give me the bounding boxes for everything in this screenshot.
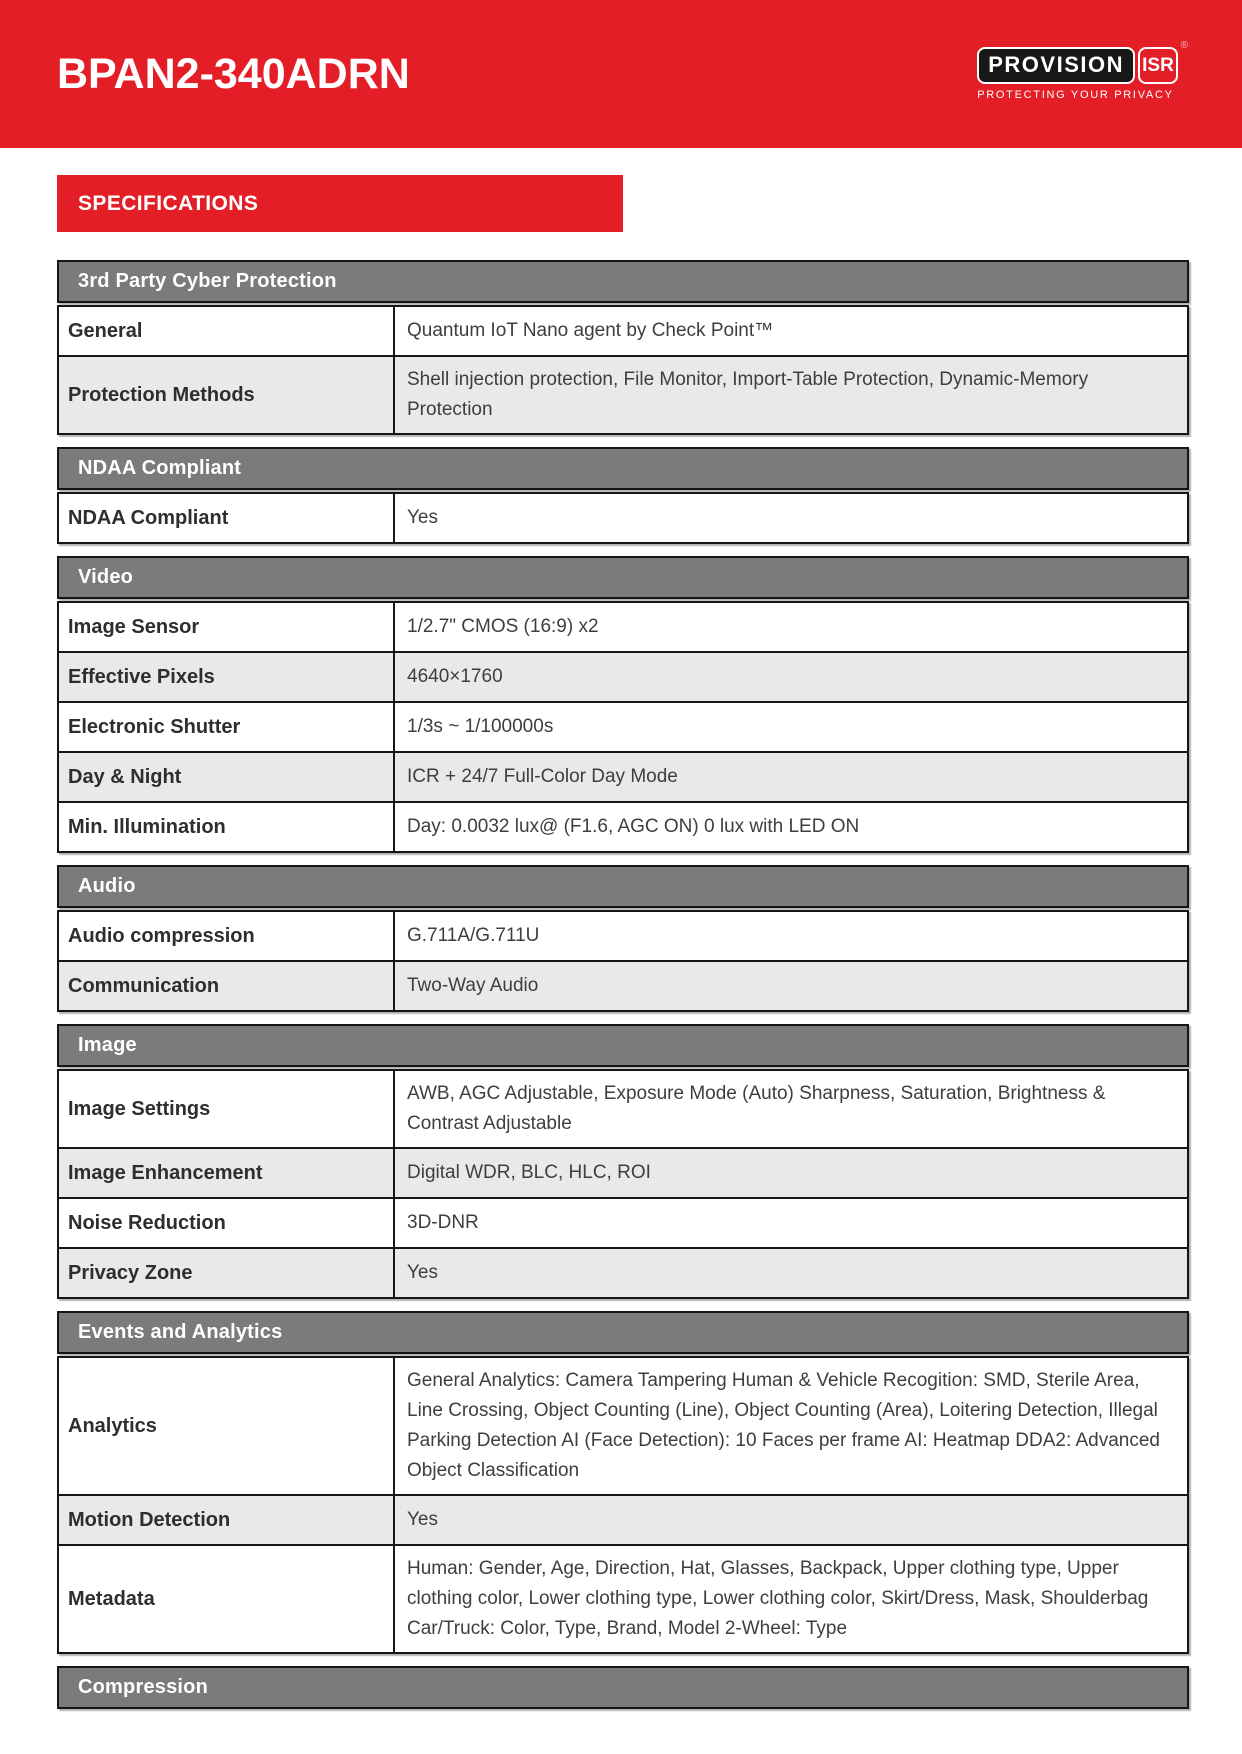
spec-table: [57, 1356, 1189, 1654]
spec-label-cell: Communication: [59, 962, 395, 1010]
spec-section: [57, 260, 1189, 435]
spec-value-cell: [395, 1496, 1187, 1544]
section-header: [57, 865, 1189, 908]
spec-table: [57, 910, 1189, 1012]
spec-value-text: Yes: [407, 507, 438, 528]
spec-value-text: Two-Way Audio: [407, 975, 539, 996]
spec-label-cell: Effective Pixels: [59, 653, 395, 701]
spec-value-text: Human: Gender, Age, Direction, Hat, Glasses, Backpack, Upper clothing type, Upper clothing color, Lower clothing type, Lower clothing color, Skirt/Dress, Mask, Shoulderbag Car/Truck: Color, Type, Brand, Model 2-Wheel: Type: [407, 1558, 1149, 1639]
registered-trademark-mark: ®: [1180, 40, 1188, 51]
spec-value-text: 4640×1760: [407, 666, 503, 687]
section-title: Compression: [78, 1676, 209, 1698]
spec-label-cell: Image Enhancement: [59, 1149, 395, 1197]
spec-table: [57, 492, 1189, 544]
spec-row: [59, 1358, 1187, 1494]
spec-value-text: General Analytics: Camera Tampering Human & Vehicle Recogition: SMD, Sterile Area, Line Crossing, Object Counting (Line), Object Counting (Area), Loitering Detection, Illegal Parking Detection AI (Face Detection): 10 Faces per frame AI: Heatmap DDA2: Advanced Object Classification: [407, 1370, 1160, 1481]
spec-value-text: Shell injection protection, File Monitor, Import-Table Protection, Dynamic-Memory Protection: [407, 369, 1089, 420]
spec-label-cell: Noise Reduction: [59, 1199, 395, 1247]
logo-badges: [977, 47, 1178, 84]
section-header: [57, 556, 1189, 599]
spec-value-text: Digital WDR, BLC, HLC, ROI: [407, 1162, 651, 1183]
spec-row: [59, 355, 1187, 433]
spec-section: [57, 556, 1189, 853]
spec-label-cell: Image Settings: [59, 1071, 395, 1147]
spec-value-cell: [395, 307, 1187, 355]
spec-row: [59, 1247, 1187, 1297]
section-title: NDAA Compliant: [78, 457, 242, 479]
spec-row: [59, 1071, 1187, 1147]
spec-value-cell: [395, 962, 1187, 1010]
section-header: [57, 1311, 1189, 1354]
spec-row: [59, 494, 1187, 542]
spec-value-text: Yes: [407, 1509, 438, 1530]
spec-section: [57, 865, 1189, 1012]
spec-row: [59, 751, 1187, 801]
spec-section: [57, 1024, 1189, 1299]
spec-value-cell: [395, 653, 1187, 701]
spec-label-cell: Protection Methods: [59, 357, 395, 433]
spec-value-cell: [395, 703, 1187, 751]
spec-value-cell: [395, 803, 1187, 851]
spec-value-cell: [395, 1071, 1187, 1147]
spec-value-cell: [395, 912, 1187, 960]
spec-label-cell: Day & Night: [59, 753, 395, 801]
spec-value-text: ICR + 24/7 Full-Color Day Mode: [407, 766, 678, 787]
section-title: Image: [78, 1034, 137, 1056]
spec-value-text: Day: 0.0032 lux@ (F1.6, AGC ON) 0 lux with LED ON: [407, 816, 860, 837]
section-title: 3rd Party Cyber Protection: [78, 270, 337, 292]
spec-row: [59, 1147, 1187, 1197]
spec-value-cell: [395, 494, 1187, 542]
spec-value-text: Yes: [407, 1262, 438, 1283]
section-title: Events and Analytics: [78, 1321, 283, 1343]
spec-label-cell: Motion Detection: [59, 1496, 395, 1544]
section-title: Video: [78, 566, 134, 588]
spec-row: [59, 1494, 1187, 1544]
top-banner: [0, 0, 1242, 148]
section-header: [57, 1024, 1189, 1067]
spec-value-cell: [395, 1358, 1187, 1494]
spec-value-cell: [395, 1546, 1187, 1652]
specifications-heading: SPECIFICATIONS: [57, 175, 623, 232]
spec-label-cell: Image Sensor: [59, 603, 395, 651]
product-title: BPAN2-340ADRN: [57, 49, 410, 98]
spec-table: [57, 601, 1189, 853]
spec-label-cell: NDAA Compliant: [59, 494, 395, 542]
logo-provision-badge: PROVISION: [977, 47, 1135, 84]
spec-value-text: 1/3s ~ 1/100000s: [407, 716, 554, 737]
spec-value-cell: [395, 753, 1187, 801]
logo-isr-badge: ISR: [1138, 47, 1178, 84]
spec-label-cell: Privacy Zone: [59, 1249, 395, 1297]
spec-row: [59, 1544, 1187, 1652]
spec-row: [59, 912, 1187, 960]
spec-sections: [57, 260, 1189, 1709]
spec-value-cell: [395, 603, 1187, 651]
spec-label-cell: Analytics: [59, 1358, 395, 1494]
spec-row: [59, 651, 1187, 701]
spec-value-text: 1/2.7" CMOS (16:9) x2: [407, 616, 599, 637]
section-header: [57, 1666, 1189, 1709]
spec-table: [57, 1069, 1189, 1299]
section-title: Audio: [78, 875, 136, 897]
provision-isr-logo: [977, 40, 1188, 101]
spec-row: [59, 960, 1187, 1010]
spec-row: [59, 603, 1187, 651]
spec-section: [57, 447, 1189, 544]
spec-section: [57, 1311, 1189, 1654]
spec-label-cell: General: [59, 307, 395, 355]
spec-value-text: AWB, AGC Adjustable, Exposure Mode (Auto) Sharpness, Saturation, Brightness & Contrast Adjustable: [407, 1083, 1106, 1134]
spec-value-cell: [395, 1149, 1187, 1197]
spec-row: [59, 1197, 1187, 1247]
spec-row: [59, 701, 1187, 751]
spec-label-cell: Metadata: [59, 1546, 395, 1652]
logo-tagline: PROTECTING YOUR PRIVACY: [977, 89, 1174, 101]
spec-value-text: G.711A/G.711U: [407, 925, 540, 946]
spec-row: [59, 307, 1187, 355]
spec-value-cell: [395, 357, 1187, 433]
spec-row: [59, 801, 1187, 851]
section-header: [57, 260, 1189, 303]
spec-label-cell: Min. Illumination: [59, 803, 395, 851]
spec-section: [57, 1666, 1189, 1709]
spec-value-cell: [395, 1199, 1187, 1247]
spec-value-text: 3D-DNR: [407, 1212, 479, 1233]
section-header: [57, 447, 1189, 490]
spec-value-text: Quantum IoT Nano agent by Check Point™: [407, 320, 774, 341]
spec-label-cell: Electronic Shutter: [59, 703, 395, 751]
spec-label-cell: Audio compression: [59, 912, 395, 960]
spec-table: [57, 305, 1189, 435]
spec-value-cell: [395, 1249, 1187, 1297]
